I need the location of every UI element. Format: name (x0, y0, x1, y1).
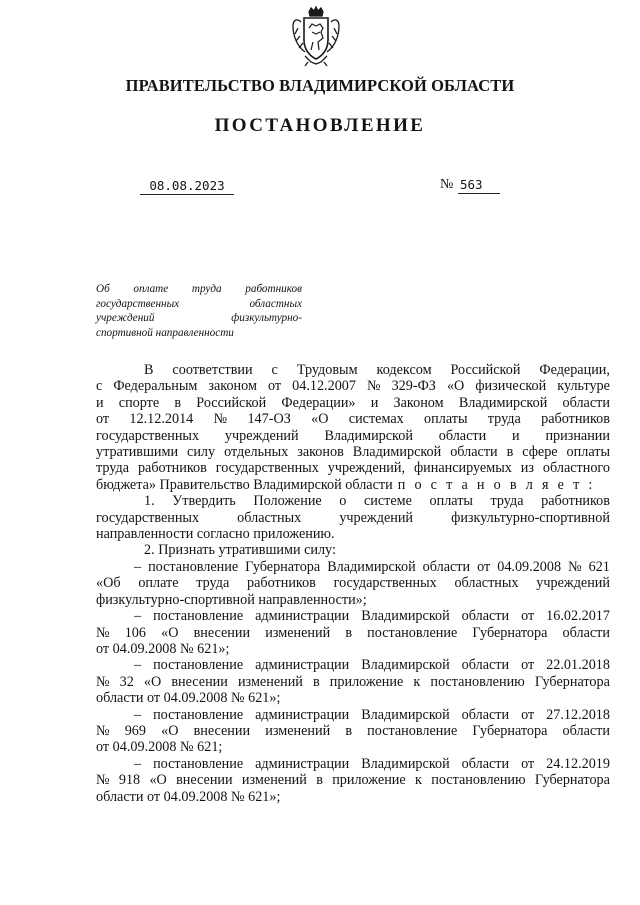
document-date: 08.08.2023 (140, 178, 234, 195)
document-number: 563 (458, 177, 500, 194)
body-line: № 106 «О внесении изменений в постановление Губернатора области (96, 624, 610, 641)
body-line: от 04.09.2008 № 621; (96, 739, 223, 756)
body-line: физкультурно-спортивной направленности»; (96, 591, 367, 608)
authority-title: ПРАВИТЕЛЬСТВО ВЛАДИМИРСКОЙ ОБЛАСТИ (125, 76, 515, 95)
body-line: – постановление администрации Владимирской области от 27.12.2018 (134, 706, 610, 723)
body-line: 1. Утвердить Положение о системе оплаты труда работников (144, 493, 610, 510)
body-line: – постановление администрации Владимирской области от 24.12.2019 (134, 755, 610, 772)
body-line: области от 04.09.2008 № 621»; (96, 788, 281, 805)
document-subject (96, 282, 302, 340)
body-line: государственных областных учреждений физкультурно-спортивной (96, 509, 610, 526)
body-line (96, 477, 610, 493)
body-line: – постановление Губернатора Владимирской области от 04.09.2008 № 621 (134, 558, 610, 575)
subject-line: спортивной направленности (96, 326, 234, 339)
body-line: – постановление администрации Владимирской области от 22.01.2018 (134, 657, 610, 674)
body-line: 2. Признать утратившими силу: (144, 542, 336, 559)
body-line: и спорте в Российской Федерации» и Законом Владимирской области (96, 394, 610, 411)
body-line: В соответствии с Трудовым кодексом Российской Федерации, (144, 362, 610, 378)
body-line: труда работников государственных учреждений, финансируемых из областного (96, 460, 610, 477)
body-line: области от 04.09.2008 № 621»; (96, 690, 281, 707)
subject-line: учреждений физкультурно- (96, 312, 302, 324)
resolution-verb: п о с т а н о в л я е т : (397, 476, 596, 493)
number-label: № (440, 177, 454, 192)
body-line: – постановление администрации Владимирской области от 16.02.2017 (134, 608, 610, 625)
body-line: № 918 «О внесении изменений в приложение к постановлению Губернатора (96, 772, 610, 789)
body-text: бюджета» Правительство Владимирской области (96, 476, 393, 493)
body-line: с Федеральным законом от 04.12.2007 № 329-ФЗ «О физической культуре (96, 378, 610, 395)
subject-line: государственных областных (96, 297, 302, 310)
body-line: от 04.09.2008 № 621»; (96, 640, 230, 657)
body-line: направленности согласно приложению. (96, 526, 335, 543)
coat-of-arms-icon (291, 6, 341, 68)
body-line: «Об оплате труда работников государственных областных учреждений (96, 575, 610, 592)
body-line: утратившими силу отдельных законов Владимирской области в сфере оплаты (96, 444, 610, 461)
body-line: № 969 «О внесении изменений в постановление Губернатора области (96, 722, 610, 739)
body-line: № 32 «О внесении изменений в приложение к постановлению Губернатора (96, 673, 610, 690)
body-line: государственных учреждений Владимирской области и признании (96, 427, 610, 444)
subject-line: Об оплате труда работников (96, 283, 302, 295)
body-line: от 12.12.2014 № 147-ОЗ «О системах оплаты труда работников (96, 411, 610, 428)
document-body (96, 362, 610, 805)
document-type-title: ПОСТАНОВЛЕНИЕ (214, 115, 426, 136)
